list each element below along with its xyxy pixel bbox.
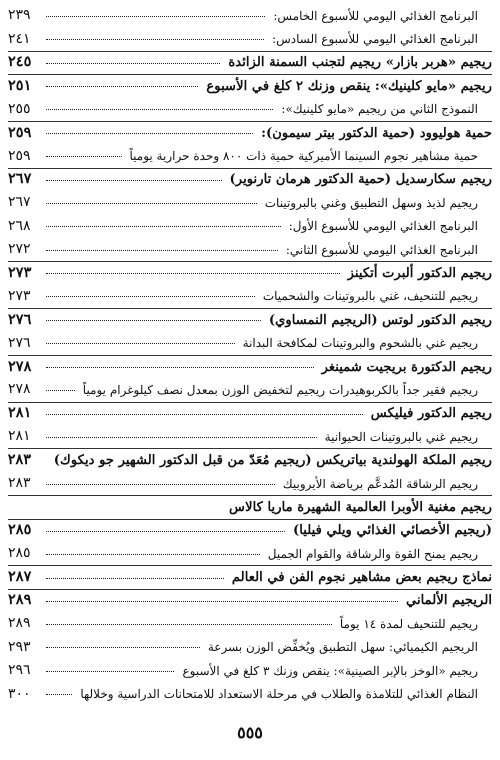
- toc-sub-entry: [8, 612, 492, 635]
- entry-title: ريجيم «مايو كلينيك»: ينقص وزنك ٢ كلغ في الأسبوع: [206, 78, 492, 94]
- dot-leader: [46, 553, 260, 555]
- entry-page-number: ٢٨٣: [8, 476, 31, 491]
- entry-title: الريجيم الكيميائي: سهل التطبيق ويُخفِّض الوزن بسرعة: [207, 640, 478, 655]
- toc-heading-entry: [8, 261, 492, 284]
- toc-sub-entry: [8, 4, 492, 27]
- entry-page-number: ٢٧٣: [8, 288, 31, 304]
- entry-title: ريجيم الدكتور فيليكس: [370, 406, 492, 422]
- entry-title: نماذج ريجيم بعض مشاهير نجوم الفن في العالم: [231, 570, 492, 586]
- toc-heading-entry: [8, 565, 492, 588]
- entry-title: ريجيم الرشاقة المُدعَّم برياضة الأيروبيك: [282, 476, 478, 491]
- dot-leader: [46, 132, 253, 134]
- toc-sub-entry: [8, 636, 492, 659]
- entry-title: ريجيم «هربر بازار» ريجيم لتجنب السمنة الزائدة: [228, 55, 492, 71]
- entry-title: ريجيم للتنحيف، غني بالبروتينات والشحميات: [262, 289, 478, 304]
- entry-page-number: ٢٧٣: [8, 264, 32, 281]
- dot-leader: [46, 202, 257, 204]
- entry-page-number: ٢٥٩: [8, 124, 32, 141]
- dot-leader: [46, 225, 281, 227]
- dot-leader: [46, 155, 122, 157]
- entry-page-number: ٣٠٠: [8, 686, 31, 702]
- dot-leader: [46, 623, 332, 625]
- entry-page-number: ٢٥٩: [8, 148, 31, 164]
- toc-sub-entry: [8, 659, 492, 682]
- dot-leader: [46, 249, 278, 251]
- toc-sub-entry: [8, 682, 492, 705]
- entry-page-number: ٢٨٩: [8, 616, 31, 632]
- toc-sub-entry: [8, 238, 492, 261]
- entry-page-number: ٢٨١: [8, 405, 32, 422]
- entry-title: ريجيم الملكة الهولندية بياتريكس (ريجيم مُعَدّ من قبل الدكتور الشهير جو ديكوك): [53, 453, 492, 469]
- dot-leader: [46, 15, 265, 17]
- entry-title: ريجيم يمنح القوة والرشاقة والقوام الجميل: [267, 546, 478, 561]
- entry-title: ريجيم الدكتور لوتس (الريجيم النمساوي): [268, 312, 492, 328]
- dot-leader: [46, 600, 398, 602]
- dot-leader: [46, 670, 174, 672]
- toc-heading-entry: [8, 402, 492, 425]
- dot-leader: [46, 295, 255, 297]
- entry-title: ريجيم مغنية الأوبرا العالمية الشهيرة ماريا كالاس: [229, 499, 492, 515]
- entry-title: الريجيم الألماني: [406, 593, 492, 609]
- entry-page-number: ٢٦٨: [8, 218, 31, 234]
- toc-heading-entry: [8, 519, 492, 542]
- entry-title: النظام الغذائي للتلامذة والطلاب في مرحلة الاستعداد للامتحانات الدراسية وخلالها: [80, 687, 478, 702]
- entry-page-number: ٢٧٨: [8, 382, 31, 398]
- entry-title: حمية هوليوود (حمية الدكتور بيتر سيمون):: [261, 125, 492, 141]
- toc-sub-entry: [8, 285, 492, 308]
- dot-leader: [46, 179, 222, 181]
- entry-page-number: ٢٨١: [8, 429, 31, 445]
- entry-page-number: ٢٨٣: [7, 452, 32, 469]
- entry-title: ريجيم غني بالشحوم والبروتينات لمكافحة البدانة: [242, 336, 478, 351]
- dot-leader: [46, 62, 220, 64]
- toc-heading-entry: [8, 589, 492, 612]
- entry-title: ريجيم الدكتور ألبرت أتكينز: [347, 265, 492, 281]
- dot-leader: [46, 85, 198, 87]
- entry-title: ريجيم فقير جداً بالكربوهيدرات ريجيم لتخفيض الوزن بمعدل نصف كيلوغرام يومياً: [82, 382, 478, 397]
- entry-page-number: ٢٦٧: [8, 171, 32, 188]
- entry-title: ريجيم غني بالبروتينات الحيوانية: [324, 429, 478, 444]
- entry-title: ريجيم الدكتورة بريجيت شمينغر: [321, 359, 492, 375]
- toc-sub-entry: [8, 378, 492, 401]
- entry-page-number: ٢٩٦: [8, 663, 31, 679]
- toc-heading-entry: [8, 448, 492, 471]
- entry-title: ريجيم «الوخز بالإبر الصينية»: ينقص وزنك ٣ كلغ في الأسبوع: [182, 663, 478, 678]
- dot-leader: [46, 646, 200, 648]
- dot-leader: [46, 483, 275, 485]
- toc-sub-entry: [8, 144, 492, 167]
- toc-heading-entry: [8, 168, 492, 191]
- entry-page-number: ٢٦٧: [8, 195, 31, 211]
- toc-heading-entry: [8, 121, 492, 144]
- toc-sub-entry: [8, 27, 492, 50]
- entry-page-number: ٢٥٥: [8, 101, 31, 117]
- entry-page-number: ٢٨٧: [8, 569, 32, 586]
- entry-page-number: ٢٤١: [8, 31, 31, 47]
- entry-page-number: ٢٤٥: [8, 54, 32, 71]
- dot-leader: [46, 577, 224, 579]
- page-number: ٥٥٥: [237, 725, 263, 742]
- entry-page-number: ٢٨٩: [8, 592, 32, 609]
- entry-title: ريجيم لذيذ وسهل التطبيق وغني بالبروتينات: [264, 195, 478, 210]
- entry-page-number: ٢٨٥: [8, 522, 32, 539]
- entry-title: حمية مشاهير نجوم السينما الأميركية حمية ذات ٨٠٠ وحدة حرارية يومياً: [129, 149, 478, 164]
- dot-leader: [46, 693, 72, 695]
- entry-title: (ريجيم الأخصائي الغذائي ويلي فيليا): [293, 523, 492, 539]
- dot-leader: [46, 38, 264, 40]
- dot-leader: [46, 342, 235, 344]
- toc-sub-entry: [8, 191, 492, 214]
- dot-leader: [46, 366, 314, 368]
- entry-page-number: ٢٩٣: [8, 639, 31, 655]
- dot-leader: [46, 530, 285, 532]
- entry-page-number: ٢٧٨: [8, 358, 32, 375]
- dot-leader: [46, 413, 363, 415]
- dot-leader: [46, 319, 261, 321]
- toc-sub-entry: [8, 98, 492, 121]
- toc-sub-entry: [8, 472, 492, 495]
- entry-page-number: ٢٧٢: [8, 242, 31, 258]
- toc-heading-entry: [8, 308, 492, 331]
- dot-leader: [46, 436, 317, 438]
- dot-leader: [46, 108, 273, 110]
- table-of-contents: [8, 4, 492, 706]
- toc-sub-entry: [8, 215, 492, 238]
- dot-leader: [46, 389, 75, 391]
- entry-page-number: ٢٨٥: [8, 546, 31, 562]
- entry-title: ريجيم سكارسديل (حمية الدكتور هرمان تارنوير): [229, 172, 492, 188]
- entry-title: البرنامج الغذائي اليومي للأسبوع الأول:: [288, 219, 478, 234]
- dot-leader: [46, 272, 340, 274]
- entry-title: البرنامج الغذائي اليومي للأسبوع الثاني:: [285, 242, 478, 257]
- toc-heading-entry: [8, 51, 492, 74]
- toc-heading-entry: [8, 74, 492, 97]
- toc-sub-entry: [8, 425, 492, 448]
- toc-heading-entry: [8, 495, 492, 518]
- toc-sub-entry: [8, 542, 492, 565]
- entry-page-number: ٢٧٦: [8, 335, 31, 351]
- entry-page-number: ٢٣٩: [8, 8, 31, 24]
- entry-title: البرنامج الغذائي اليومي للأسبوع السادس:: [272, 32, 478, 47]
- entry-title: البرنامج الغذائي اليومي للأسبوع الخامس:: [273, 8, 478, 23]
- entry-title: ريجيم للتنحيف لمدة ١٤ يوماً: [339, 616, 478, 631]
- toc-heading-entry: [8, 355, 492, 378]
- entry-page-number: ٢٥١: [8, 77, 32, 94]
- toc-sub-entry: [8, 331, 492, 354]
- entry-title: النموذج الثاني من ريجيم «مايو كلينيك»:: [281, 102, 478, 117]
- entry-page-number: ٢٧٦: [8, 311, 32, 328]
